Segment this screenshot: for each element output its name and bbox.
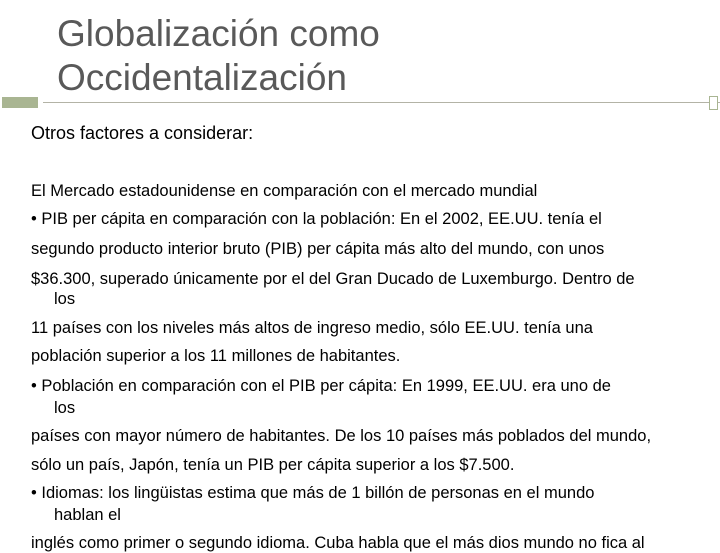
section-heading: El Mercado estadounidense en comparación con el mercado mundial	[31, 182, 538, 200]
bullet-1-line-2: segundo producto interior bruto (PIB) per cápita más alto del mundo, con unos	[31, 240, 605, 258]
subtitle: Otros factores a considerar:	[31, 123, 254, 143]
title-line-1: Globalización como	[57, 13, 380, 54]
bullet-1-text: • PIB per cápita en comparación con la población: En el 2002, EE.UU. tenía el	[31, 210, 602, 228]
bullet-1-lead	[31, 210, 602, 229]
slide-title	[57, 12, 697, 100]
bullet-3-line-2: hablan el	[54, 506, 121, 524]
bullet-2-line-4: sólo un país, Japón, tenía un PIB per cápita superior a los $7.500.	[31, 456, 515, 474]
bullet-2-line-3: países con mayor número de habitantes. De los 10 países más poblados del mundo,	[31, 427, 652, 445]
title-line-2: Occidentalización	[57, 57, 347, 98]
bullet-2-text: • Población en comparación con el PIB per cápita: En 1999, EE.UU. era uno de	[31, 377, 611, 395]
bullet-3-text: • Idiomas: los lingüistas estima que más de 1 billón de personas en el mundo	[31, 484, 595, 502]
bullet-3-line-3: inglés como primer o segundo idioma. Cuba habla que el más dios mundo no fica al	[31, 534, 645, 552]
bullet-1-line-4: los	[54, 290, 76, 308]
bullet-1-line-6: población superior a los 11 millones de habitantes.	[31, 347, 401, 365]
bullet-1-line-3: $36.300, superado únicamente por el del Gran Ducado de Luxemburgo. Dentro de	[31, 270, 635, 288]
accent-square	[709, 96, 718, 110]
bullet-1-line-5: 11 países con los niveles más altos de ingreso medio, sólo EE.UU. tenía una	[31, 319, 593, 337]
title-divider	[43, 102, 720, 103]
accent-bar	[2, 97, 38, 108]
bullet-2-line-2: los	[54, 399, 76, 417]
